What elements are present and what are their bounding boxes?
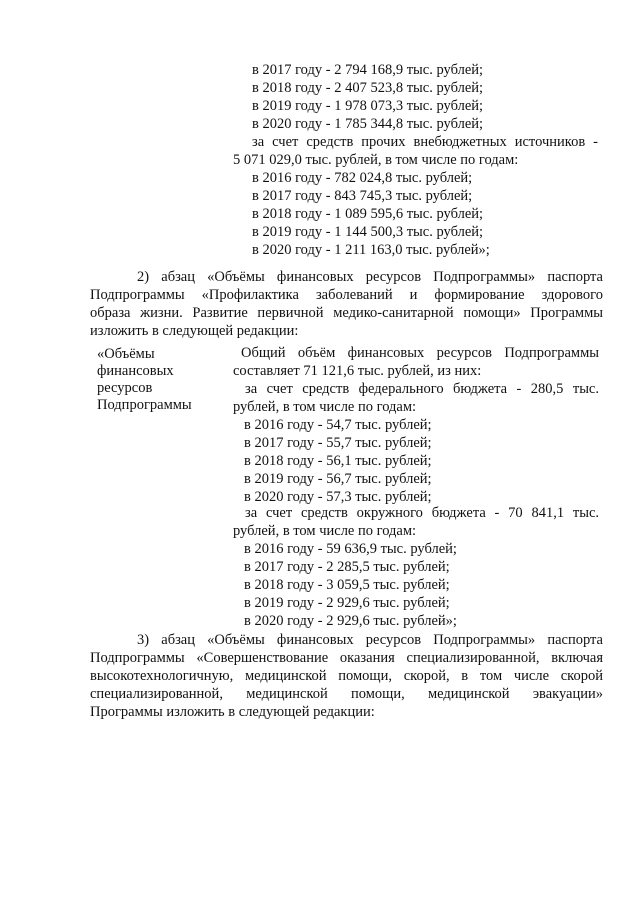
label-line: «Объёмы bbox=[97, 346, 155, 362]
year-line: в 2016 году - 54,7 тыс. рублей; bbox=[244, 417, 432, 433]
total-line: Общий объём финансовых ресурсов Подпрограммы bbox=[241, 345, 599, 361]
year-line: в 2018 году - 1 089 595,6 тыс. рублей; bbox=[252, 206, 484, 222]
year-line: в 2017 году - 55,7 тыс. рублей; bbox=[244, 435, 432, 451]
year-line: в 2016 году - 59 636,9 тыс. рублей; bbox=[244, 541, 457, 557]
year-line: в 2020 году - 1 211 163,0 тыс. рублей»; bbox=[252, 242, 490, 258]
paragraph-line: изложить в следующей редакции: bbox=[90, 323, 299, 339]
year-line: в 2020 году - 2 929,6 тыс. рублей»; bbox=[244, 613, 457, 629]
paragraph-line: образа жизни. Развитие первичной медико-санитарной помощи» Программы bbox=[90, 305, 603, 321]
paragraph-line: Программы изложить в следующей редакции: bbox=[90, 704, 375, 720]
year-line: в 2019 году - 2 929,6 тыс. рублей; bbox=[244, 595, 450, 611]
year-line: в 2017 году - 2 794 168,9 тыс. рублей; bbox=[252, 62, 484, 78]
federal-line: рублей, в том числе по годам: bbox=[233, 399, 417, 415]
year-line: в 2018 году - 2 407 523,8 тыс. рублей; bbox=[252, 80, 484, 96]
year-line: в 2016 году - 782 024,8 тыс. рублей; bbox=[252, 170, 473, 186]
paragraph-line: Подпрограммы «Профилактика заболеваний и формирование здорового bbox=[90, 287, 603, 303]
label-line: финансовых bbox=[97, 363, 174, 379]
year-line: в 2017 году - 843 745,3 тыс. рублей; bbox=[252, 188, 473, 204]
other-sources-line-1: за счет средств прочих внебюджетных источников - bbox=[252, 134, 598, 150]
year-line: в 2019 году - 56,7 тыс. рублей; bbox=[244, 471, 432, 487]
paragraph-line: специализированной, медицинской помощи, медицинской эвакуации» bbox=[90, 686, 603, 702]
other-sources-line-2: 5 071 029,0 тыс. рублей, в том числе по годам: bbox=[233, 152, 519, 168]
year-line: в 2018 году - 56,1 тыс. рублей; bbox=[244, 453, 432, 469]
label-line: ресурсов bbox=[97, 380, 153, 396]
paragraph-line: 3) абзац «Объёмы финансовых ресурсов Подпрограммы» паспорта bbox=[137, 632, 603, 648]
paragraph-line: высокотехнологичную, медицинской помощи, скорой, в том числе скорой bbox=[90, 668, 603, 684]
year-line: в 2019 году - 1 144 500,3 тыс. рублей; bbox=[252, 224, 484, 240]
district-line: за счет средств окружного бюджета - 70 841,1 тыс. bbox=[245, 505, 599, 521]
total-line: составляет 71 121,6 тыс. рублей, из них: bbox=[233, 363, 482, 379]
year-line: в 2020 году - 1 785 344,8 тыс. рублей; bbox=[252, 116, 484, 132]
year-line: в 2019 году - 1 978 073,3 тыс. рублей; bbox=[252, 98, 484, 114]
year-line: в 2017 году - 2 285,5 тыс. рублей; bbox=[244, 559, 450, 575]
label-line: Подпрограммы bbox=[97, 397, 192, 413]
federal-line: за счет средств федерального бюджета - 280,5 тыс. bbox=[245, 381, 599, 397]
year-line: в 2020 году - 57,3 тыс. рублей; bbox=[244, 489, 432, 505]
district-line: рублей, в том числе по годам: bbox=[233, 523, 417, 539]
paragraph-line: 2) абзац «Объёмы финансовых ресурсов Подпрограммы» паспорта bbox=[137, 269, 603, 285]
paragraph-line: Подпрограммы «Совершенствование оказания специализированной, включая bbox=[90, 650, 603, 666]
year-line: в 2018 году - 3 059,5 тыс. рублей; bbox=[244, 577, 450, 593]
